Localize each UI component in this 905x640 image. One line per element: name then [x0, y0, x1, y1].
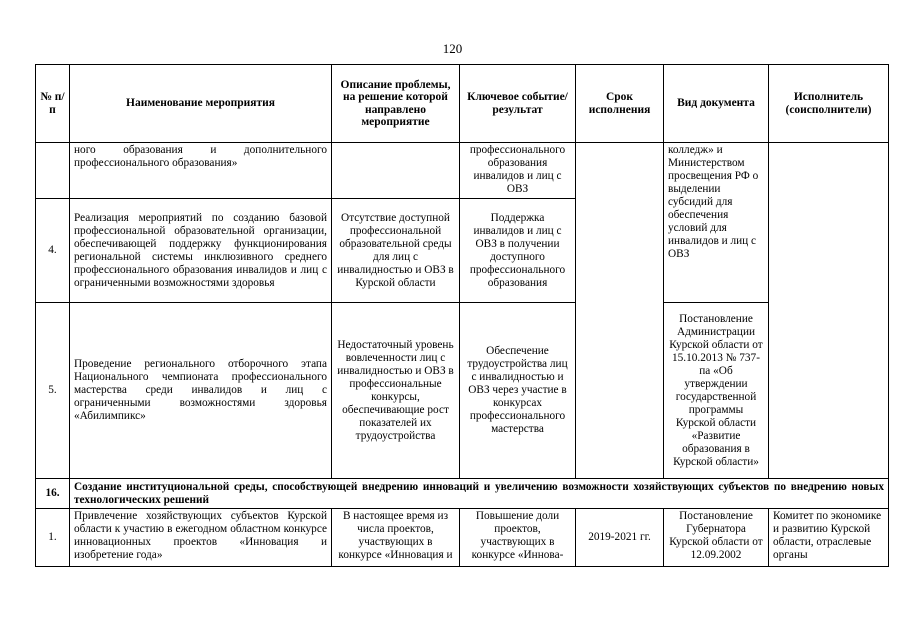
header-problem: Описание проблемы, на решение которой направлено мероприятие	[332, 65, 460, 143]
cell-event: Обеспечение трудоустройства лиц с инвалидностью и ОВЗ через участие в конкурсах профессионального мастерства	[460, 303, 576, 479]
header-event: Ключевое событие/ результат	[460, 65, 576, 143]
page-number: 120	[442, 41, 463, 56]
header-doc: Вид документа	[664, 65, 769, 143]
cell-doc: Постановление Администрации Курской области от 15.10.2013 № 737-па «Об утверждении государственной программы Курской области «Развитие образования в Курской области»	[664, 303, 769, 479]
cell-executor: Комитет по экономике и развитию Курской области, отраслевые органы	[769, 509, 889, 567]
cell-name: Реализация мероприятий по созданию базовой профессиональной образовательной организации, обеспечивающей поддержку функционирования региональной системы инклюзивного среднего профессионального образования инвалидов и лиц с ограниченными возможностями здоровья	[70, 199, 332, 303]
cell-num	[36, 143, 70, 199]
cell-term: 2019-2021 гг.	[576, 509, 664, 567]
section-title: Создание институциональной среды, способствующей внедрению инноваций и увеличению возможности хозяйствующих субъектов по внедрению новых технологических решений	[70, 479, 889, 509]
cell-doc: колледж» и Министерством просвещения РФ о выделении субсидий для обеспечения условий для инвалидов и лиц с ОВЗ	[664, 143, 769, 303]
header-executor: Исполнитель (соисполнители)	[769, 65, 889, 143]
cell-doc: Постановление Губернатора Курской области от 12.09.2002	[664, 509, 769, 567]
cell-name: Проведение регионального отборочного этапа Национального чемпионата профессионального мастерства среди инвалидов и лиц с ограниченными возможностями здоровья «Абилимпикс»	[70, 303, 332, 479]
cell-num: 5.	[36, 303, 70, 479]
header-name: Наименование мероприятия	[70, 65, 332, 143]
cell-problem: Отсутствие доступной профессиональной образовательной среды для лиц с инвалидностью и ОВЗ в Курской области	[332, 199, 460, 303]
table-row	[36, 143, 889, 199]
header-row	[36, 65, 889, 143]
cell-problem	[332, 143, 460, 199]
header-num: № п/п	[36, 65, 70, 143]
cell-problem: В настоящее время из числа проектов, участвующих в конкурсе «Инновация и	[332, 509, 460, 567]
table-row	[36, 303, 889, 479]
header-term: Срок исполнения	[576, 65, 664, 143]
cell-term	[576, 143, 664, 479]
measures-table	[35, 64, 889, 567]
cell-num: 4.	[36, 199, 70, 303]
cell-problem: Недостаточный уровень вовлеченности лиц с инвалидностью и ОВЗ в профессиональные конкурсы, обеспечивающие рост показателей их трудоустройства	[332, 303, 460, 479]
cell-event: Поддержка инвалидов и лиц с ОВЗ в получении доступного профессионального образования	[460, 199, 576, 303]
cell-name: ного образования и дополнительного профессионального образования»	[70, 143, 332, 199]
cell-name: Привлечение хозяйствующих субъектов Курской области к участию в ежегодном областном конкурсе инновационных проектов «Инновация и изобретение года»	[70, 509, 332, 567]
cell-event: Повышение доли проектов, участвующих в конкурсе «Иннова-	[460, 509, 576, 567]
section-num: 16.	[36, 479, 70, 509]
table-row	[36, 509, 889, 567]
cell-event: профессионального образования инвалидов и лиц с ОВЗ	[460, 143, 576, 199]
cell-executor	[769, 143, 889, 479]
section-row	[36, 479, 889, 509]
cell-num: 1.	[36, 509, 70, 567]
